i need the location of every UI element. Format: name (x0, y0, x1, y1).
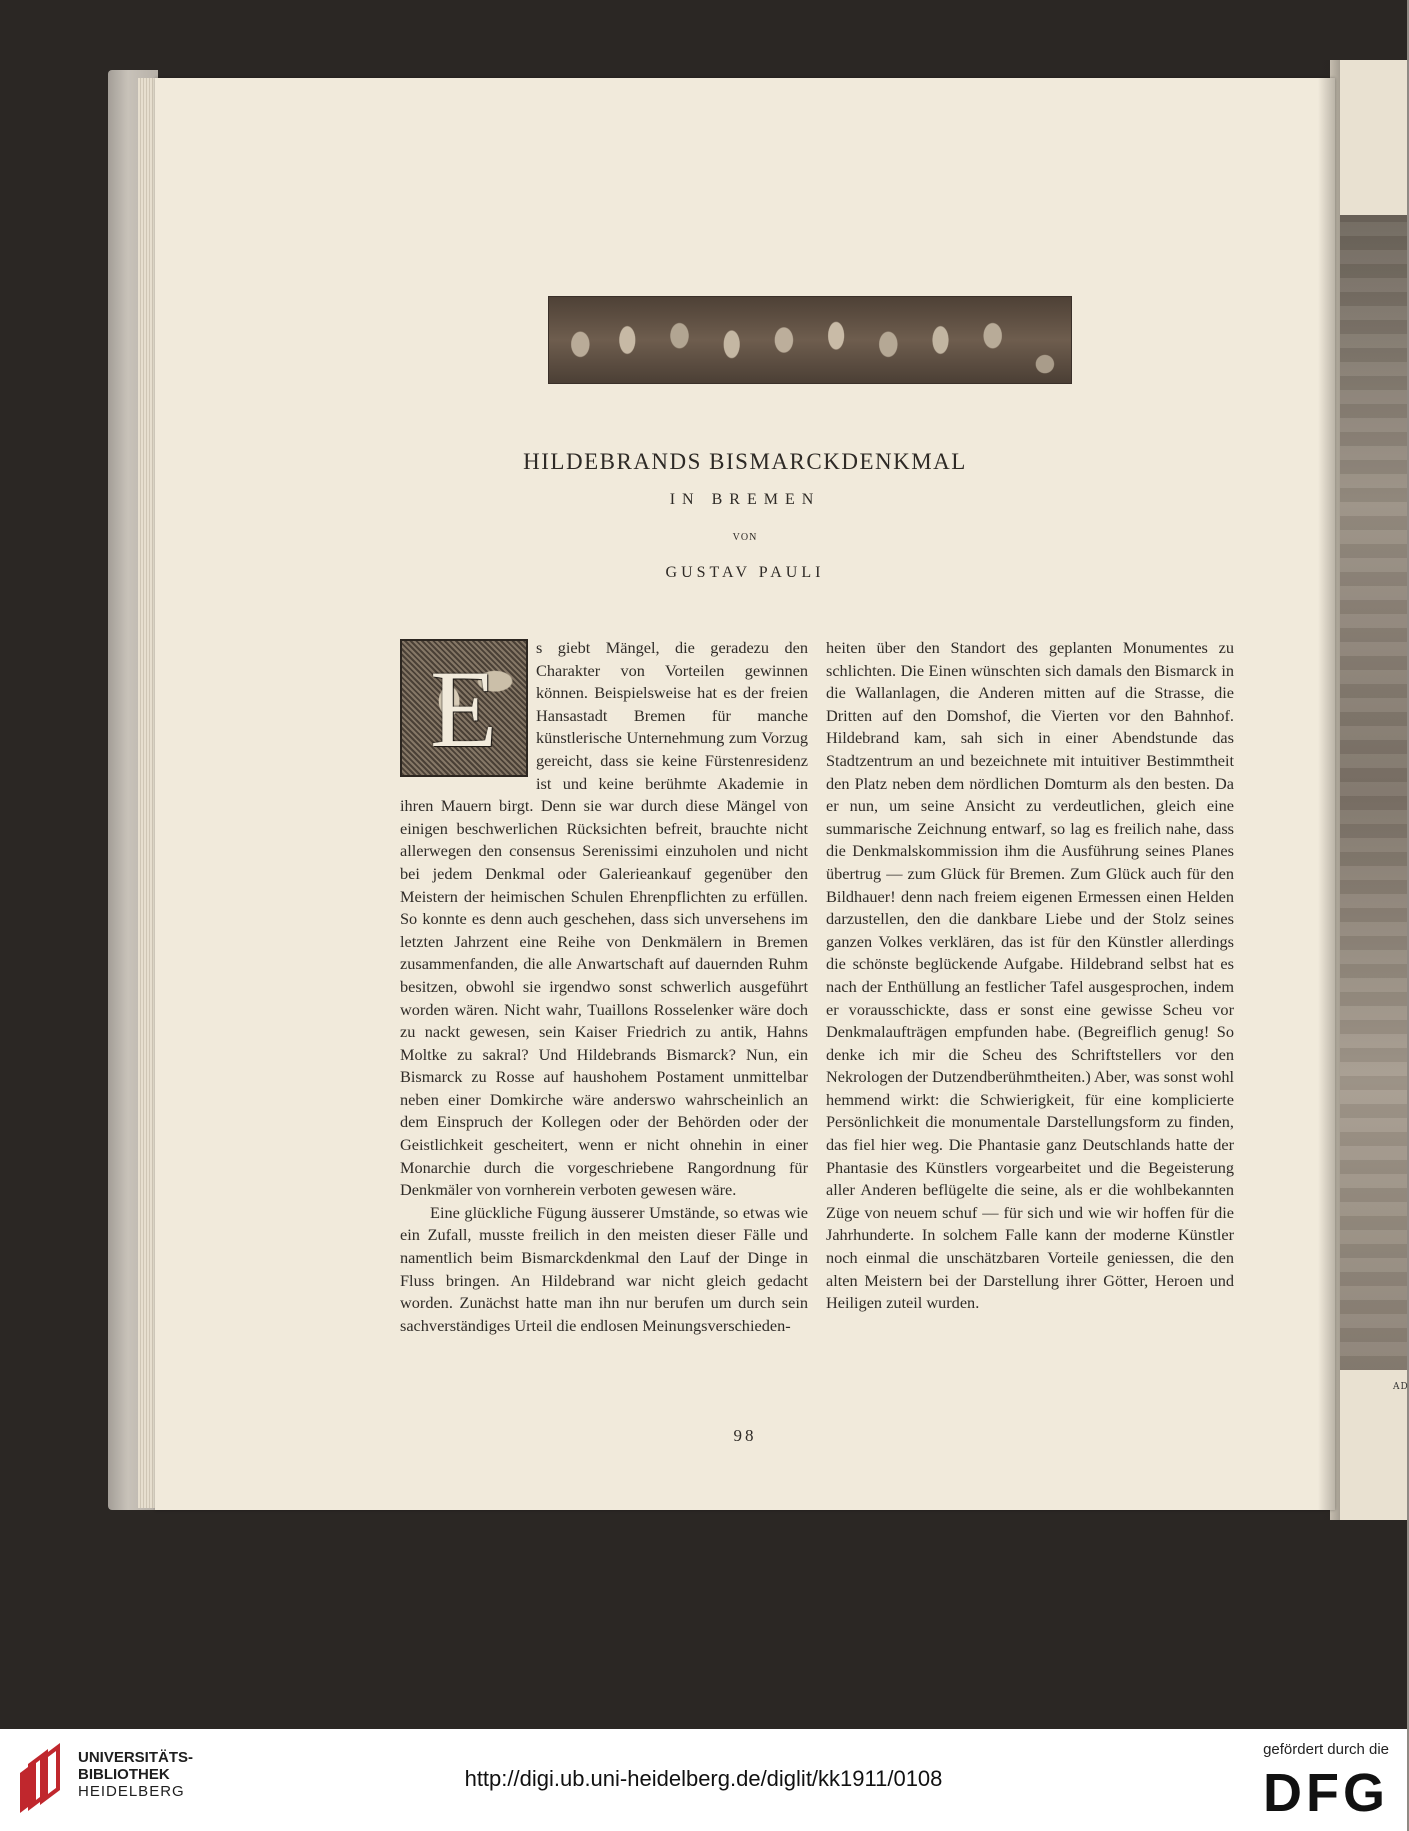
funding-note: gefördert durch die (1263, 1741, 1389, 1758)
article-subtitle: IN BREMEN (669, 491, 821, 508)
paragraph-2: Eine glückliche Fügung äusserer Umstände, so etwas wie ein Zufall, musste freilich in den meisten dieser Fälle und namentlich beim Bismarckdenkmal den Lauf der Dinge in Fluss bringen. An Hildebrand war nicht gleich gedacht worden. Zunächst hatte man ihn nur berufen um durch sein sachverständiges Urteil die endlosen Meinungsverschieden- (400, 1202, 808, 1335)
page-number: 98 (733, 1426, 757, 1445)
paragraph-1: s giebt Mängel, die geradezu den Charakter von Vorteilen gewinnen können. Beispielsweise hat es der freien Hansastadt Bremen für manche künstlerische Unternehmung zum Vorzug gereicht, dass sie keine Fürstenresidenz ist und keine berühmte Akademie in ihren Mauern birgt. Denn sie war durch diese Mängel von einigen beschwerlichen Rücksichten befreit, brauchte nicht allerwegen den consensus Serenissimi einzuholen und nicht bei jedem Denkmal oder Galerieankauf gegenüber den Meistern der heimischen Schulen Ehrenpflichten zu erfüllen. So konnte es denn auch geschehen, dass sich unversehens im letzten Jahrzent eine Reihe von Denkmälern in Bremen zusammenfanden, die alle Anwartschaft auf dauernden Ruhm besitzen, obwohl sie irgendwo sonst schwerlich ausgeführt worden wären. Nicht wahr, Tuaillons Rosselenker wäre doch zu nackt gewesen, sein Kaiser Friedrich zu antik, Hahns Moltke zu sakral? Und Hildebrands Bismarck? Nun, ein Bismarck zu Rosse auf haushohem Postament unmittelbar neben einer Domkirche wäre anderswo wahrscheinlich an dem Einspruch der Kollegen oder der Behörden oder der Geistlichkeit gescheitert, wenn er nicht ohnehin in einer Monarchie durch die vorgeschriebene Rangordnung für Denkmäler von vornherein verboten gewesen wäre. (400, 638, 808, 1200)
decorative-frieze-image (548, 296, 1072, 384)
text-column-right (826, 637, 1234, 1315)
article-author: GUSTAV PAULI (665, 564, 825, 581)
library-name-line2: BIBLIOTHEK (78, 1766, 170, 1783)
permalink-url[interactable]: http://digi.ub.uni-heidelberg.de/diglit/kk1911/0108 (464, 1766, 943, 1791)
text-column-left (400, 637, 808, 1337)
dfg-logo[interactable]: DFG (1263, 1763, 1389, 1823)
facing-page-caption: AD (1393, 1382, 1409, 1392)
initial-letter: E (430, 648, 498, 770)
viewer-footer (0, 1729, 1407, 1831)
library-name-line1: UNIVERSITÄTS- (78, 1749, 194, 1766)
facing-page-photograph (1340, 215, 1407, 1370)
article-title: HILDEBRANDS BISMARCKDENKMAL (523, 449, 967, 474)
initial-letter-ornament (400, 639, 528, 777)
library-name-line3: HEIDELBERG (78, 1783, 185, 1800)
book-gutter (1318, 60, 1340, 1520)
byline-von: VON (732, 532, 758, 543)
paragraph-3: heiten über den Standort des geplanten Monumentes zu schlichten. Die Einen wünschten sich damals den Bismarck in die Wallanlagen, die Anderen mitten auf die Strasse, die Dritten auf den Domshof, die Vierten vor den Bahnhof. Hildebrand kam, sah sich in einer Abendstunde das Stadtzentrum an und bezeichnete mit intuitiver Bestimmtheit den Platz neben dem nördlichen Domturm als den besten. Da er nun, um seine Ansicht zu verdeutlichen, gleich eine summarische Zeichnung entwarf, so lag es freilich nahe, dass die Denkmalskommission ihm die Ausführung seines Planes übertrug — zum Glück für Bremen. Zum Glück auch für den Bildhauer! denn nach freiem eigenen Ermessen einen Helden darzustellen, den die dankbare Liebe und der Stolz seines ganzen Volkes verklären, das ist für den Künstler allerdings die schönste beglückende Aufgabe. Hildebrand selbst hat es nach der Enthüllung an festlicher Tafel ausgesprochen, indem er vorausschickte, dass er sonst eine gewisse Scheu vor Denkmalaufträgen empfunden habe. (Begreiflich genug! So denke ich mir die Scheu des Schriftstellers vor den Nekrologen der Dutzendberühmtheiten.) Aber, was sonst wohl hemmend wirkt: die Schwierigkeit, für eine komplicierte Persönlichkeit die monumentale Darstellungsform zu finden, das fiel hier weg. Die Phantasie ganz Deutschlands hatte der Phantasie des Künstlers vorgearbeitet und die Begeisterung aller Anderen beflügelte die seine, als er die wohlbekannten Züge von neuem schuf — für sich und wie wir hoffen für die Jahrhunderte. In solchem Falle kann der moderne Künstler noch einmal die unschätzbaren Vorteile geniessen, die den alten Meistern bei der Darstellung ihrer Götter, Heroen und Heiligen zuteil wurden. (826, 638, 1234, 1313)
